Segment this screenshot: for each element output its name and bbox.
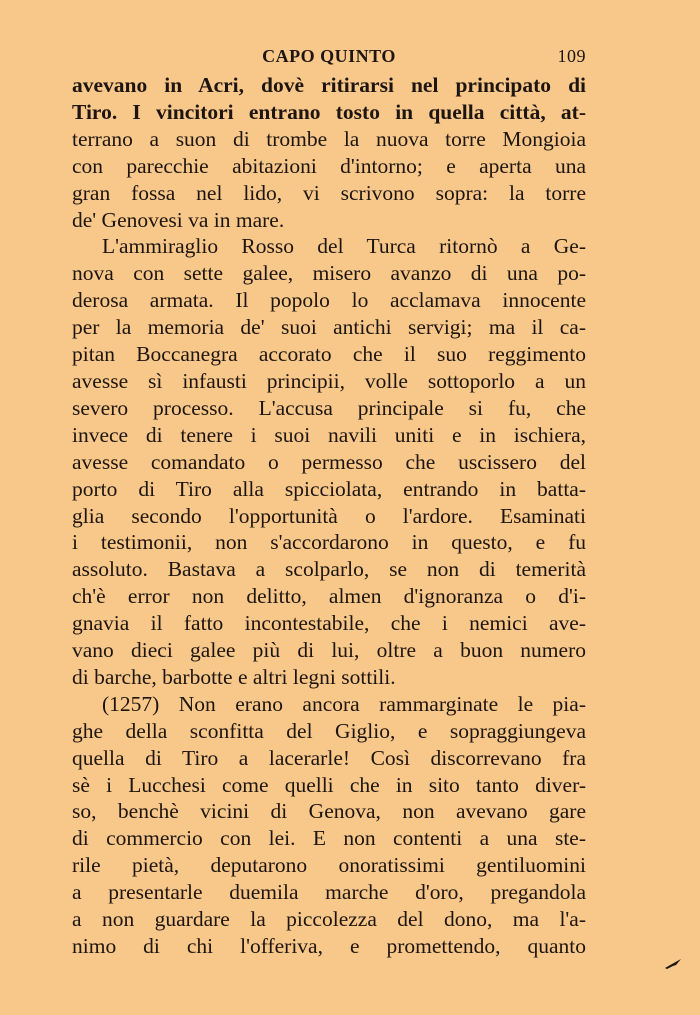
text-line: de' Genovesi va in mare.: [72, 207, 285, 232]
text-line: terrano a suon di trombe la nuova torre Mongioia: [72, 126, 586, 151]
text-line: gnavia il fatto incontestabile, che i nemici ave-: [72, 611, 586, 636]
text-line: so, benchè vicini di Genova, non avevano gare: [72, 799, 586, 824]
text-line: di barche, barbotte e altri legni sottili.: [72, 664, 396, 689]
text-line: (1257) Non erano ancora rammarginate le pia-: [102, 691, 586, 716]
text-line: invece di tenere i suoi navili uniti e in ischiera,: [72, 422, 586, 447]
text-line: severo processo. L'accusa principale si fu, che: [72, 395, 586, 420]
text-line: ghe della sconfitta del Giglio, e sopraggiungeva: [72, 718, 586, 743]
running-header: [72, 46, 586, 72]
text-line: ch'è error non delitto, almen d'ignoranza o d'i-: [72, 584, 586, 609]
text-line: con parecchie abitazioni d'intorno; e aperta una: [72, 153, 586, 178]
text-line: per la memoria de' suoi antichi servigi; ma il ca-: [72, 315, 586, 340]
text-line: pitan Boccanegra accorato che il suo reggimento: [72, 342, 586, 367]
text-line: sè i Lucchesi come quelli che in sito tanto diver-: [72, 772, 586, 797]
text-line: a non guardare la piccolezza del dono, ma l'a-: [72, 907, 586, 932]
text-line: avevano in Acri, dovè ritirarsi nel principato di: [72, 73, 586, 97]
book-page: [72, 46, 586, 960]
page-number: 109: [557, 46, 586, 66]
text-line: derosa armata. Il popolo lo acclamava innocente: [72, 288, 586, 313]
text-line: avesse sì infausti principii, volle sottoporlo a un: [72, 368, 586, 393]
text-line: porto di Tiro alla spicciolata, entrando in batta-: [72, 476, 586, 501]
text-line: Tiro. I vincitori entrano tosto in quella città, at-: [72, 99, 586, 124]
text-line: nova con sette galee, misero avanzo di una po-: [72, 261, 586, 286]
text-line: avesse comandato o permesso che uscissero del: [72, 449, 586, 474]
text-line: i testimonii, non s'accordarono in questo, e fu: [72, 530, 586, 555]
text-line: nimo di chi l'offeriva, e promettendo, quanto: [72, 934, 586, 958]
text-line: gran fossa nel lido, vi scrivono sopra: la torre: [72, 180, 586, 205]
text-line: glia secondo l'opportunità o l'ardore. Esaminati: [72, 503, 586, 528]
text-line: L'ammiraglio Rosso del Turca ritornò a Ge-: [102, 234, 586, 259]
text-line: vano dieci galee più di lui, oltre a buon numero: [72, 638, 586, 663]
text-line: assoluto. Bastava a scolparlo, se non di temerità: [72, 557, 586, 582]
text-line: quella di Tiro a lacerarle! Così discorrevano fra: [72, 745, 586, 770]
text-line: rile pietà, deputarono onoratissimi gentiluomini: [72, 853, 586, 878]
text-line: a presentarle duemila marche d'oro, pregandola: [72, 880, 586, 905]
ink-mark-icon: [664, 958, 682, 970]
chapter-title: CAPO QUINTO: [262, 46, 396, 66]
text-line: di commercio con lei. E non contenti a una ste-: [72, 826, 586, 851]
body-text: [72, 72, 586, 960]
